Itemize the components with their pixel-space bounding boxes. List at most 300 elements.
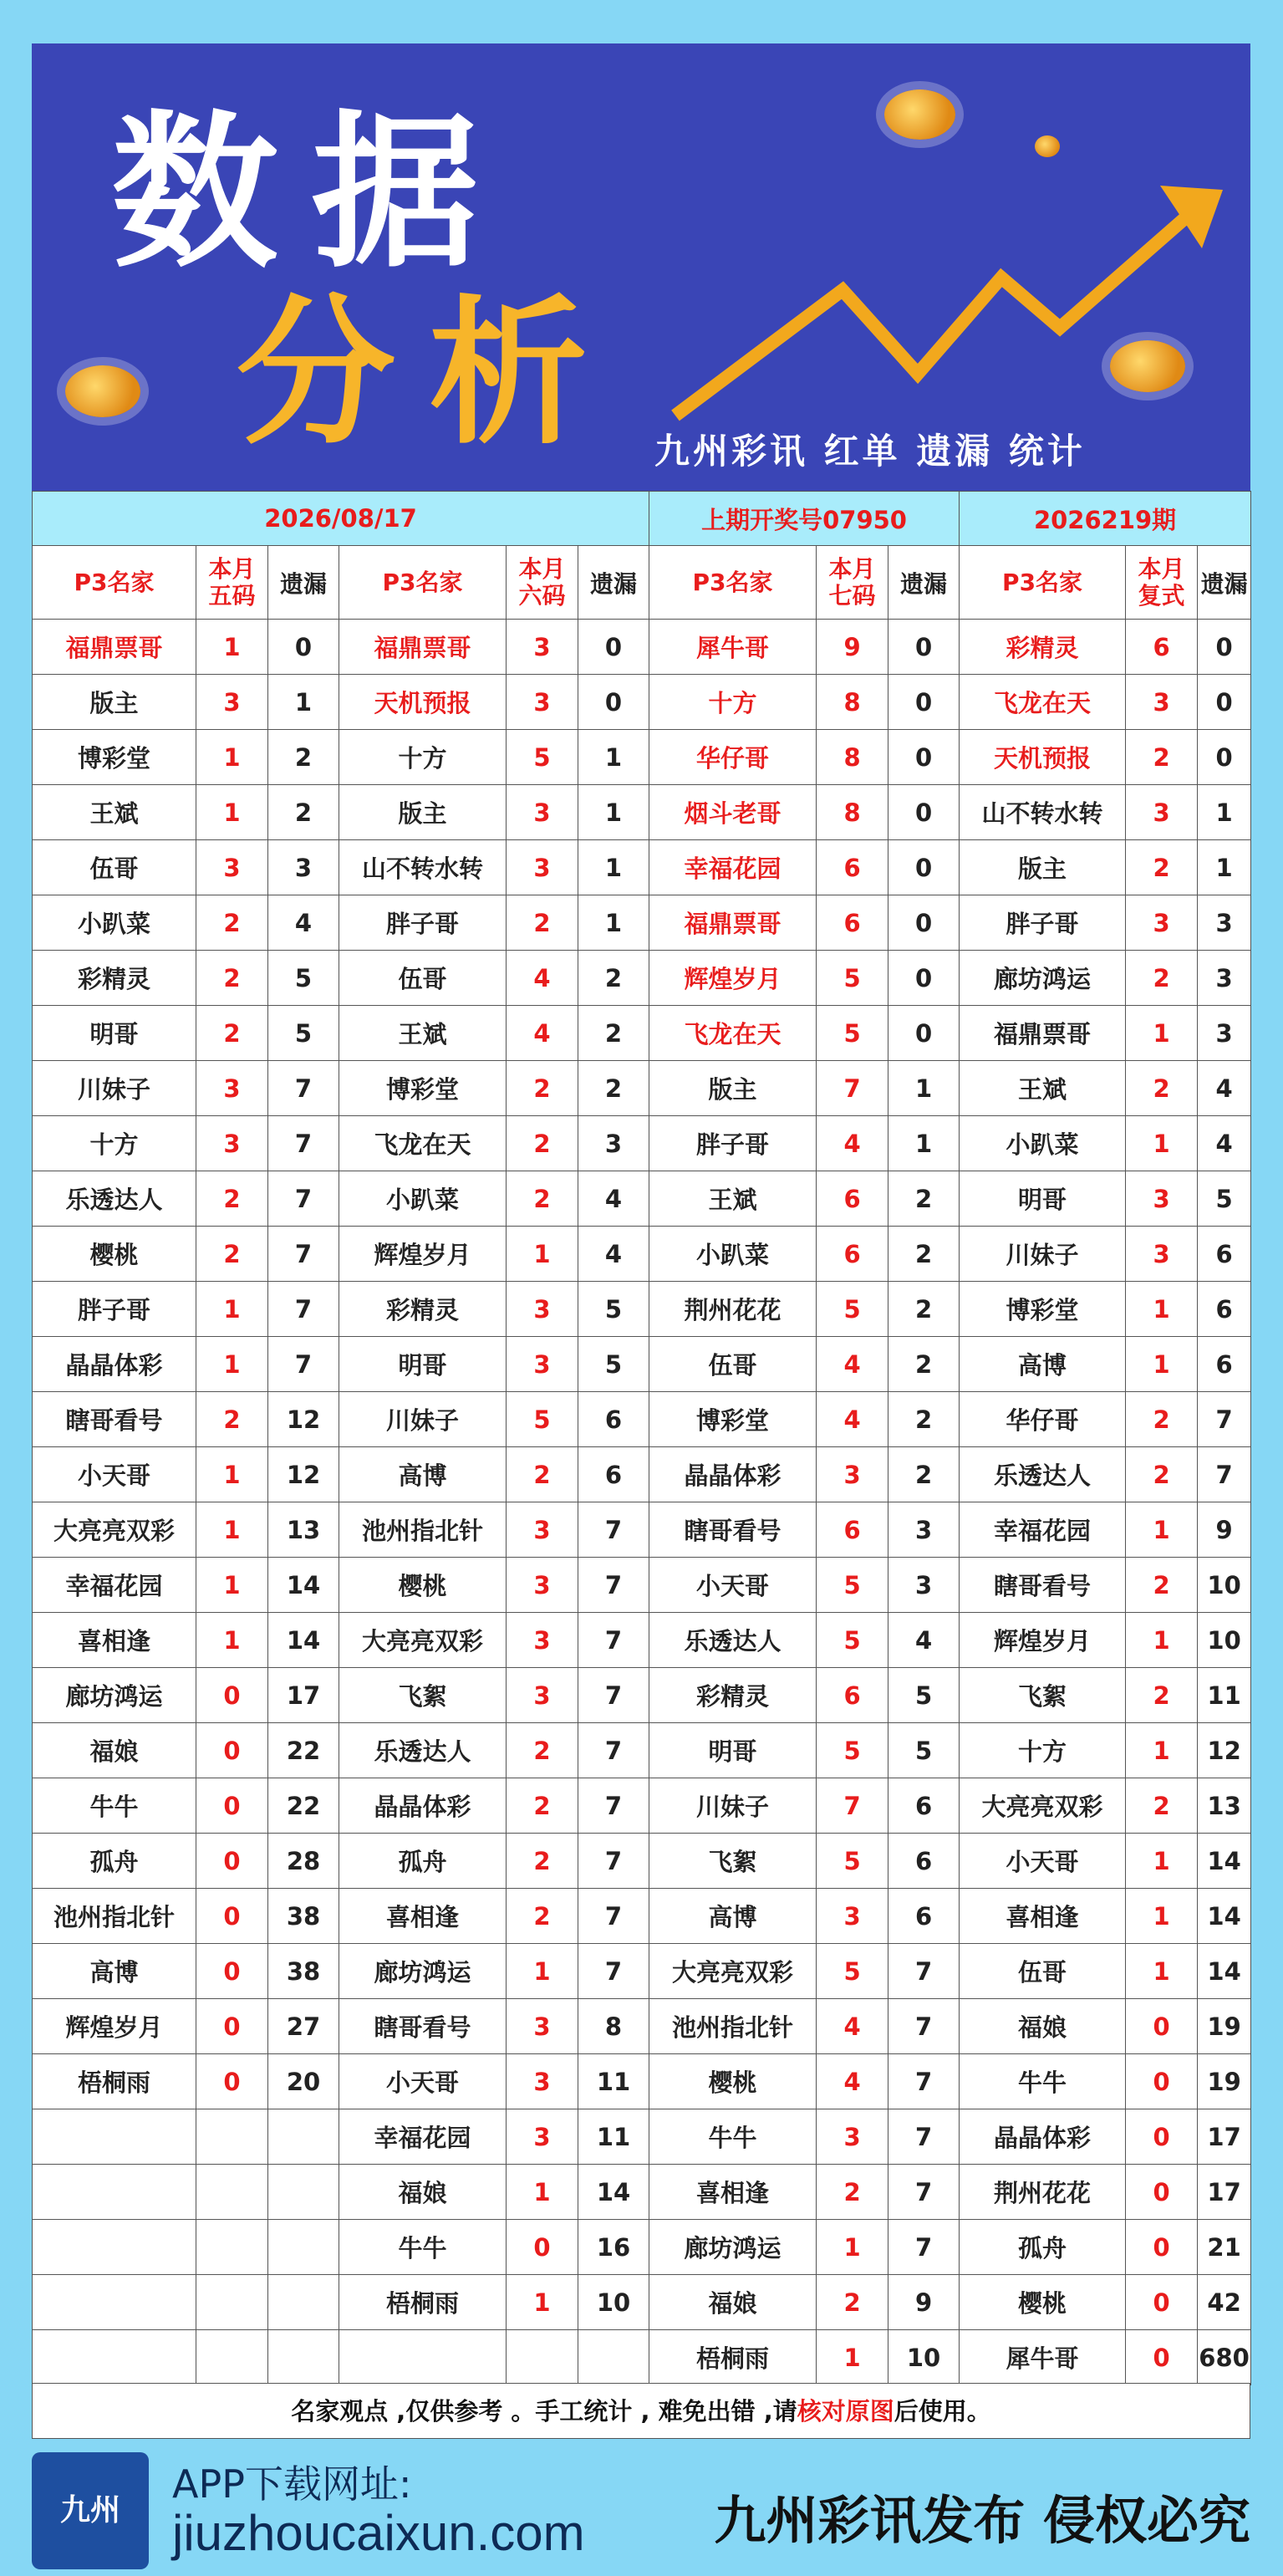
count-cell: 6 [817, 895, 888, 951]
count-cell: 5 [817, 1944, 888, 1999]
count-cell: 6 [817, 1227, 888, 1282]
count-cell: 1 [196, 1447, 268, 1502]
count-cell: 0 [196, 1944, 268, 1999]
miss-cell: 7 [578, 1889, 649, 1944]
name-cell: 王斌 [33, 785, 196, 840]
miss-cell: 0 [1198, 620, 1251, 675]
miss-cell: 7 [888, 2220, 960, 2275]
miss-cell: 14 [1198, 1944, 1251, 1999]
miss-cell: 3 [1198, 895, 1251, 951]
footer [32, 2446, 1250, 2571]
count-cell: 3 [507, 620, 578, 675]
count-cell: 3 [507, 1558, 578, 1613]
count-cell: 5 [817, 1282, 888, 1337]
name-cell: 樱桃 [649, 2054, 817, 2109]
count-cell: 1 [817, 2330, 888, 2385]
count-cell: 6 [817, 1668, 888, 1723]
col-six-code: 本月六码 [507, 546, 578, 620]
count-cell: 0 [1126, 2330, 1198, 2385]
count-cell: 6 [817, 1171, 888, 1227]
name-cell: 烟斗老哥 [649, 785, 817, 840]
name-cell: 飞龙在天 [339, 1116, 507, 1171]
name-cell: 牛牛 [649, 2109, 817, 2165]
table-row [33, 785, 1251, 840]
miss-cell: 10 [1198, 1558, 1251, 1613]
count-cell: 1 [196, 785, 268, 840]
count-cell: 2 [507, 1889, 578, 1944]
count-cell: 0 [507, 2220, 578, 2275]
count-cell: 0 [196, 1999, 268, 2054]
name-cell: 幸福花园 [649, 840, 817, 895]
miss-cell: 5 [578, 1337, 649, 1392]
name-cell: 华仔哥 [649, 730, 817, 785]
count-cell: 3 [1126, 675, 1198, 730]
count-cell: 8 [817, 675, 888, 730]
name-cell: 高博 [33, 1944, 196, 1999]
miss-cell: 0 [578, 620, 649, 675]
header-row [33, 492, 1251, 546]
count-cell: 1 [196, 1337, 268, 1392]
count-cell: 3 [196, 1061, 268, 1116]
count-cell: 2 [196, 895, 268, 951]
note-suffix: 后使用。 [894, 2397, 991, 2426]
name-cell: 晶晶体彩 [339, 1778, 507, 1834]
miss-cell: 14 [268, 1558, 339, 1613]
miss-cell: 6 [1198, 1282, 1251, 1337]
app-url-link[interactable]: jiuzhoucaixun.com [172, 2505, 585, 2561]
count-cell: 1 [196, 620, 268, 675]
col-five-code: 本月五码 [196, 546, 268, 620]
count-cell: 3 [196, 840, 268, 895]
count-cell: 3 [507, 785, 578, 840]
banner-subtitle: 九州彩讯 红单 遗漏 统计 [654, 431, 1086, 472]
count-cell: 3 [1126, 785, 1198, 840]
table-row [33, 2165, 1251, 2220]
count-cell: 2 [507, 1723, 578, 1778]
miss-cell: 11 [1198, 1668, 1251, 1723]
count-cell: 2 [1126, 1061, 1198, 1116]
count-cell: 5 [817, 1834, 888, 1889]
miss-cell: 1 [1198, 785, 1251, 840]
miss-cell: 14 [1198, 1834, 1251, 1889]
name-cell: 孤舟 [960, 2220, 1126, 2275]
name-cell: 池州指北针 [33, 1889, 196, 1944]
name-cell: 晶晶体彩 [960, 2109, 1126, 2165]
miss-cell: 3 [1198, 951, 1251, 1006]
count-cell: 5 [817, 1006, 888, 1061]
count-cell: 2 [507, 1447, 578, 1502]
miss-cell: 12 [268, 1392, 339, 1447]
miss-cell: 22 [268, 1778, 339, 1834]
count-cell: 3 [507, 1337, 578, 1392]
count-cell: 3 [1126, 1171, 1198, 1227]
name-cell: 廊坊鸿运 [33, 1668, 196, 1723]
miss-cell: 2 [578, 1061, 649, 1116]
count-cell: 3 [507, 1282, 578, 1337]
miss-cell: 3 [578, 1116, 649, 1171]
miss-cell: 1 [578, 840, 649, 895]
name-cell: 犀牛哥 [960, 2330, 1126, 2385]
miss-cell: 21 [1198, 2220, 1251, 2275]
miss-cell: 0 [888, 895, 960, 951]
name-cell: 胖子哥 [339, 895, 507, 951]
miss-cell: 2 [268, 785, 339, 840]
miss-cell: 7 [578, 1668, 649, 1723]
name-cell: 飞絮 [339, 1668, 507, 1723]
count-cell: 2 [1126, 730, 1198, 785]
miss-cell: 5 [578, 1282, 649, 1337]
miss-cell: 1 [888, 1061, 960, 1116]
count-cell: 2 [1126, 1778, 1198, 1834]
count-cell: 3 [507, 840, 578, 895]
count-cell: 1 [507, 1227, 578, 1282]
table-row [33, 1723, 1251, 1778]
count-cell: 1 [507, 2275, 578, 2330]
miss-cell: 22 [268, 1723, 339, 1778]
miss-cell: 680 [1198, 2330, 1251, 2385]
name-cell: 明哥 [339, 1337, 507, 1392]
name-cell: 王斌 [960, 1061, 1126, 1116]
count-cell: 0 [196, 1668, 268, 1723]
name-cell: 瞎哥看号 [33, 1392, 196, 1447]
count-cell: 1 [1126, 1944, 1198, 1999]
note-prefix: 名家观点 ,仅供参考 。手工统计 , 难免出错 ,请 [291, 2397, 797, 2426]
col-miss: 遗漏 [888, 546, 960, 620]
name-cell: 喜相逢 [33, 1613, 196, 1668]
miss-cell: 7 [268, 1171, 339, 1227]
miss-cell: 14 [1198, 1889, 1251, 1944]
miss-cell: 2 [578, 1006, 649, 1061]
count-cell: 0 [196, 2054, 268, 2109]
miss-cell: 12 [268, 1447, 339, 1502]
count-cell [196, 2165, 268, 2220]
count-cell: 5 [507, 1392, 578, 1447]
name-cell: 飞龙在天 [649, 1006, 817, 1061]
banner-title-2: 分析 [237, 281, 622, 466]
count-cell: 2 [1126, 1447, 1198, 1502]
miss-cell: 7 [268, 1282, 339, 1337]
app-logo-icon: 九州 [32, 2452, 149, 2569]
table-row [33, 951, 1251, 1006]
count-cell: 8 [817, 785, 888, 840]
count-cell: 0 [1126, 2054, 1198, 2109]
name-cell: 博彩堂 [339, 1061, 507, 1116]
name-cell: 福娘 [649, 2275, 817, 2330]
name-cell: 彩精灵 [960, 620, 1126, 675]
name-cell: 福娘 [960, 1999, 1126, 2054]
table-row [33, 2275, 1251, 2330]
miss-cell: 3 [888, 1558, 960, 1613]
name-cell: 辉煌岁月 [33, 1999, 196, 2054]
miss-cell: 1 [268, 675, 339, 730]
miss-cell: 2 [888, 1227, 960, 1282]
count-cell: 2 [1126, 1392, 1198, 1447]
table-row [33, 1889, 1251, 1944]
miss-cell: 4 [268, 895, 339, 951]
miss-cell: 0 [1198, 675, 1251, 730]
name-cell: 小趴菜 [649, 1227, 817, 1282]
name-cell: 乐透达人 [649, 1613, 817, 1668]
count-cell: 4 [817, 1392, 888, 1447]
miss-cell: 1 [578, 785, 649, 840]
miss-cell: 16 [578, 2220, 649, 2275]
count-cell: 6 [1126, 620, 1198, 675]
name-cell: 版主 [33, 675, 196, 730]
name-cell: 晶晶体彩 [33, 1337, 196, 1392]
name-cell: 川妹子 [960, 1227, 1126, 1282]
date-cell: 2026/08/17 [33, 492, 649, 546]
banner-title-1: 数据 [111, 96, 513, 291]
miss-cell: 8 [578, 1999, 649, 2054]
name-cell: 川妹子 [339, 1392, 507, 1447]
miss-cell: 6 [578, 1392, 649, 1447]
name-cell: 胖子哥 [33, 1282, 196, 1337]
name-cell: 晶晶体彩 [649, 1447, 817, 1502]
name-cell: 樱桃 [339, 1558, 507, 1613]
miss-cell: 0 [888, 730, 960, 785]
miss-cell: 13 [268, 1502, 339, 1558]
count-cell: 4 [507, 951, 578, 1006]
name-cell: 川妹子 [33, 1061, 196, 1116]
table-row [33, 1006, 1251, 1061]
name-cell: 博彩堂 [960, 1282, 1126, 1337]
miss-cell [268, 2220, 339, 2275]
miss-cell: 0 [888, 620, 960, 675]
count-cell: 3 [817, 1889, 888, 1944]
name-cell [33, 2275, 196, 2330]
name-cell: 王斌 [649, 1171, 817, 1227]
count-cell: 3 [817, 1447, 888, 1502]
name-cell [33, 2165, 196, 2220]
count-cell: 5 [817, 951, 888, 1006]
miss-cell: 7 [578, 1613, 649, 1668]
miss-cell: 7 [1198, 1447, 1251, 1502]
miss-cell: 11 [578, 2109, 649, 2165]
col-name: P3名家 [960, 546, 1126, 620]
name-cell: 版主 [649, 1061, 817, 1116]
count-cell: 1 [1126, 1502, 1198, 1558]
table-row [33, 2220, 1251, 2275]
miss-cell: 6 [888, 1778, 960, 1834]
name-cell: 伍哥 [339, 951, 507, 1006]
name-cell: 孤舟 [339, 1834, 507, 1889]
name-cell: 犀牛哥 [649, 620, 817, 675]
name-cell: 大亮亮双彩 [649, 1944, 817, 1999]
count-cell: 7 [817, 1778, 888, 1834]
miss-cell: 3 [888, 1502, 960, 1558]
miss-cell: 7 [578, 1502, 649, 1558]
miss-cell: 0 [888, 785, 960, 840]
table-row [33, 1061, 1251, 1116]
count-cell: 5 [817, 1723, 888, 1778]
miss-cell: 5 [268, 1006, 339, 1061]
name-cell: 牛牛 [33, 1778, 196, 1834]
count-cell: 1 [196, 1613, 268, 1668]
miss-cell [268, 2330, 339, 2385]
miss-cell: 28 [268, 1834, 339, 1889]
count-cell: 0 [1126, 2275, 1198, 2330]
last-draw-cell: 上期开奖号07950 [649, 492, 960, 546]
miss-cell: 10 [1198, 1613, 1251, 1668]
name-cell: 飞絮 [649, 1834, 817, 1889]
miss-cell: 17 [268, 1668, 339, 1723]
name-cell: 高博 [339, 1447, 507, 1502]
name-cell: 飞絮 [960, 1668, 1126, 1723]
count-cell: 1 [507, 1944, 578, 1999]
miss-cell: 7 [578, 1778, 649, 1834]
name-cell: 廊坊鸿运 [960, 951, 1126, 1006]
count-cell: 2 [507, 1116, 578, 1171]
count-cell: 3 [507, 675, 578, 730]
name-cell: 廊坊鸿运 [649, 2220, 817, 2275]
table-row [33, 1613, 1251, 1668]
table-row [33, 1558, 1251, 1613]
miss-cell: 7 [888, 1944, 960, 1999]
count-cell: 0 [1126, 2220, 1198, 2275]
count-cell: 0 [196, 1889, 268, 1944]
miss-cell: 7 [888, 1999, 960, 2054]
miss-cell: 6 [888, 1889, 960, 1944]
miss-cell: 13 [1198, 1778, 1251, 1834]
miss-cell: 7 [888, 2109, 960, 2165]
name-cell: 小趴菜 [339, 1171, 507, 1227]
miss-cell: 7 [578, 1944, 649, 1999]
name-cell: 瞎哥看号 [649, 1502, 817, 1558]
name-cell: 荆州花花 [649, 1282, 817, 1337]
count-cell: 0 [196, 1834, 268, 1889]
miss-cell: 5 [1198, 1171, 1251, 1227]
miss-cell: 10 [888, 2330, 960, 2385]
miss-cell: 2 [578, 951, 649, 1006]
miss-cell: 5 [888, 1723, 960, 1778]
name-cell: 版主 [339, 785, 507, 840]
count-cell: 1 [196, 730, 268, 785]
col-name: P3名家 [33, 546, 196, 620]
miss-cell: 4 [578, 1171, 649, 1227]
name-cell: 十方 [960, 1723, 1126, 1778]
count-cell: 1 [196, 1282, 268, 1337]
count-cell: 1 [1126, 1116, 1198, 1171]
name-cell: 池州指北针 [339, 1502, 507, 1558]
name-cell: 瞎哥看号 [960, 1558, 1126, 1613]
miss-cell: 2 [888, 1392, 960, 1447]
name-cell: 喜相逢 [960, 1889, 1126, 1944]
name-cell: 伍哥 [960, 1944, 1126, 1999]
name-cell: 樱桃 [33, 1227, 196, 1282]
miss-cell: 17 [1198, 2165, 1251, 2220]
name-cell: 明哥 [649, 1723, 817, 1778]
note-highlight: 核对原图 [797, 2397, 894, 2426]
name-cell: 小天哥 [960, 1834, 1126, 1889]
table-row [33, 1834, 1251, 1889]
count-cell: 4 [507, 1006, 578, 1061]
name-cell: 梧桐雨 [649, 2330, 817, 2385]
miss-cell: 6 [1198, 1337, 1251, 1392]
miss-cell: 0 [888, 840, 960, 895]
count-cell: 3 [1126, 895, 1198, 951]
count-cell: 3 [507, 2109, 578, 2165]
table-row [33, 1778, 1251, 1834]
name-cell: 廊坊鸿运 [339, 1944, 507, 1999]
coin-icon [1110, 340, 1185, 392]
count-cell: 2 [507, 1171, 578, 1227]
miss-cell: 0 [888, 951, 960, 1006]
miss-cell: 9 [888, 2275, 960, 2330]
col-miss: 遗漏 [578, 546, 649, 620]
name-cell: 幸福花园 [960, 1502, 1126, 1558]
count-cell: 5 [817, 1558, 888, 1613]
count-cell: 3 [507, 1999, 578, 2054]
copyright-notice: 九州彩讯发布 侵权必究 [714, 2490, 1250, 2551]
miss-cell: 1 [578, 895, 649, 951]
name-cell: 小天哥 [339, 2054, 507, 2109]
count-cell [196, 2275, 268, 2330]
miss-cell: 4 [1198, 1116, 1251, 1171]
name-cell: 小天哥 [33, 1447, 196, 1502]
name-cell [33, 2220, 196, 2275]
count-cell: 1 [1126, 1723, 1198, 1778]
count-cell: 1 [507, 2165, 578, 2220]
name-cell: 辉煌岁月 [339, 1227, 507, 1282]
count-cell: 6 [817, 840, 888, 895]
count-cell: 3 [196, 1116, 268, 1171]
name-cell: 胖子哥 [649, 1116, 817, 1171]
coin-icon [65, 365, 140, 417]
count-cell: 5 [817, 1613, 888, 1668]
name-cell: 川妹子 [649, 1778, 817, 1834]
count-cell: 2 [817, 2275, 888, 2330]
count-cell: 1 [1126, 1006, 1198, 1061]
name-cell: 孤舟 [33, 1834, 196, 1889]
name-cell: 福娘 [339, 2165, 507, 2220]
count-cell: 3 [1126, 1227, 1198, 1282]
miss-cell: 4 [1198, 1061, 1251, 1116]
count-cell: 5 [507, 730, 578, 785]
count-cell: 3 [817, 2109, 888, 2165]
count-cell: 2 [1126, 840, 1198, 895]
name-cell: 牛牛 [960, 2054, 1126, 2109]
miss-cell: 17 [1198, 2109, 1251, 2165]
table-row [33, 1447, 1251, 1502]
table-row [33, 1392, 1251, 1447]
name-cell: 高博 [649, 1889, 817, 1944]
count-cell: 1 [1126, 1282, 1198, 1337]
stats-table [32, 491, 1251, 2385]
count-cell: 0 [196, 1723, 268, 1778]
miss-cell: 2 [888, 1282, 960, 1337]
name-cell: 乐透达人 [960, 1447, 1126, 1502]
table-row [33, 1116, 1251, 1171]
table-row [33, 730, 1251, 785]
name-cell: 福鼎票哥 [649, 895, 817, 951]
name-cell: 大亮亮双彩 [339, 1613, 507, 1668]
miss-cell [578, 2330, 649, 2385]
name-cell: 幸福花园 [339, 2109, 507, 2165]
table-row [33, 2109, 1251, 2165]
miss-cell: 11 [578, 2054, 649, 2109]
name-cell: 小趴菜 [960, 1116, 1126, 1171]
name-cell: 小天哥 [649, 1558, 817, 1613]
name-cell: 池州指北针 [649, 1999, 817, 2054]
count-cell: 9 [817, 620, 888, 675]
count-cell: 1 [1126, 1613, 1198, 1668]
miss-cell: 7 [268, 1337, 339, 1392]
count-cell: 2 [507, 1834, 578, 1889]
name-cell: 瞎哥看号 [339, 1999, 507, 2054]
miss-cell: 0 [888, 1006, 960, 1061]
miss-cell: 0 [268, 620, 339, 675]
col-name: P3名家 [649, 546, 817, 620]
